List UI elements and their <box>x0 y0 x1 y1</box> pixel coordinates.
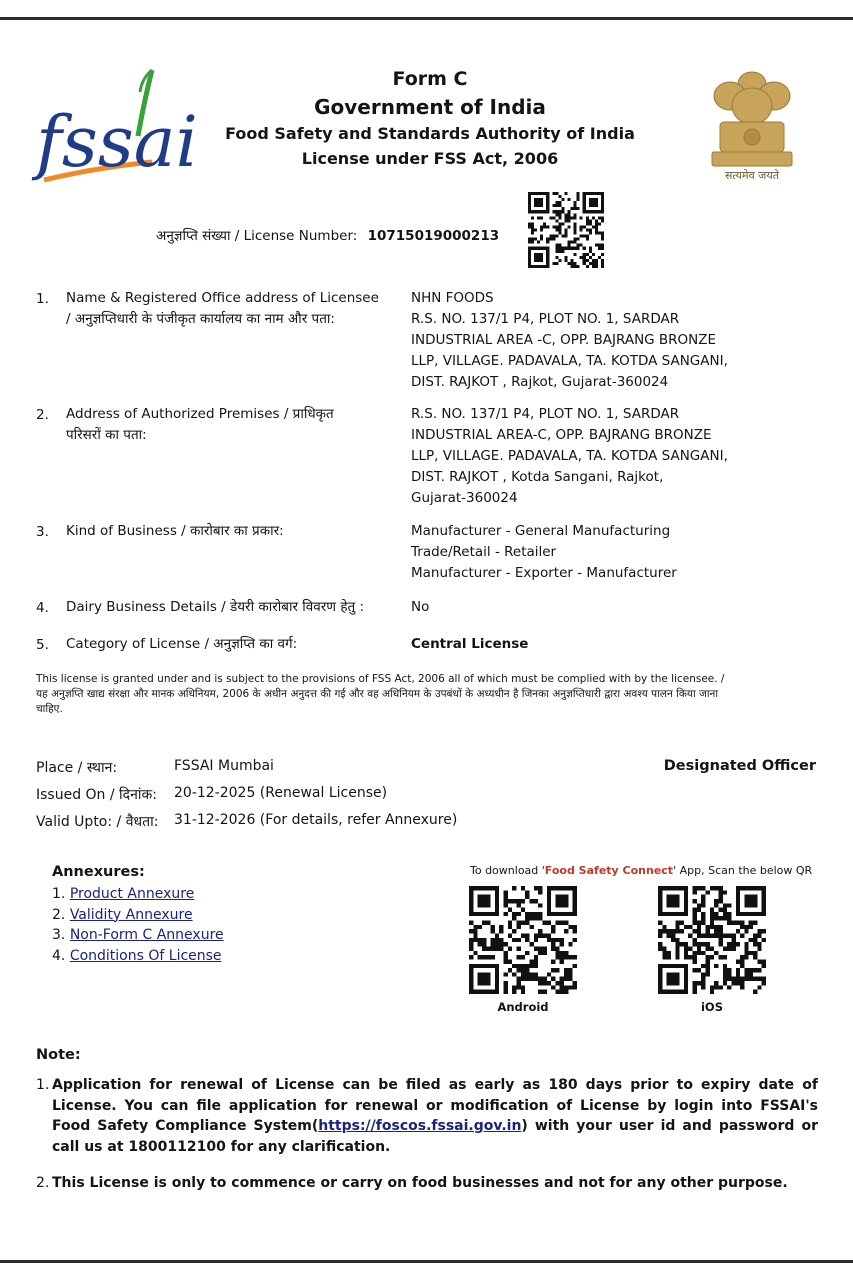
value-line: Trade/Retail - Retailer <box>411 544 557 560</box>
valid-value: 31-12-2026 (For details, refer Annexure) <box>174 812 458 828</box>
emblem-motto: सत्यमेव जयते <box>724 169 779 182</box>
android-qr-code[interactable] <box>469 886 577 994</box>
annexure-number: 1. <box>52 886 66 902</box>
download-prefix: To download ' <box>470 864 545 877</box>
ios-qr-code[interactable] <box>658 886 766 994</box>
bottom-border <box>0 1260 853 1263</box>
foscos-link[interactable]: https://foscos.fssai.gov.in <box>318 1118 522 1134</box>
svg-text:fssai: fssai <box>36 101 198 183</box>
list-item <box>52 946 224 967</box>
license-qr-code <box>528 192 604 268</box>
place-label: Place / स्थान: <box>36 760 118 776</box>
list-item <box>52 905 224 926</box>
form-title: Form C <box>392 68 468 90</box>
value-line: NHN FOODS <box>411 290 494 306</box>
national-emblem <box>690 62 814 188</box>
note-renewal <box>36 1075 818 1157</box>
value-line: R.S. NO. 137/1 P4, PLOT NO. 1, SARDAR <box>411 311 680 327</box>
note-text <box>52 1075 818 1157</box>
list-item <box>52 925 224 946</box>
note-number: 2. <box>36 1175 50 1191</box>
android-label: Android <box>497 1000 549 1014</box>
grant-statement: This license is granted under and is subject to the provisions of FSS Act, 2006 all of which must be complied with by the licensee. / यह अनुज्ञप्ति खाद्य संरक्षा और मानक अधिनियम, 2006 के अधीन अनुदत्त की गई और वह अधिनियम के उपबंधों के अध्यधीन है जिनका अनुज्ञप्तिधारी द्वारा अवश्य पालन किया जाना चाहिए. <box>36 673 725 715</box>
list-item <box>52 884 224 905</box>
annexure-number: 3. <box>52 927 66 943</box>
value-line: Gujarat-360024 <box>411 490 518 506</box>
item-value <box>411 597 771 618</box>
annexure-number: 2. <box>52 906 66 923</box>
note-purpose <box>36 1173 818 1194</box>
item-label: Address of Authorized Premises / प्राधिकृत परिसरों का पता: <box>66 406 334 443</box>
note-title: Note: <box>36 1047 81 1063</box>
item-value <box>411 521 771 584</box>
top-border <box>0 17 853 20</box>
license-number-value: 10715019000213 <box>367 228 500 244</box>
value-line: R.S. NO. 137/1 P4, PLOT NO. 1, SARDAR <box>411 406 680 422</box>
value-line: DIST. RAJKOT , Rajkot, Gujarat-360024 <box>411 374 669 390</box>
value-line: DIST. RAJKOT , Kotda Sangani, Rajkot, <box>411 469 664 485</box>
note-text-part: Application for renewal of License can be filed as early as 180 days prior to expiry date of License. You can file application for renewal or modification of License by login into FSSAI's Food Safety Compliance System( <box>52 1077 818 1134</box>
designated-officer: Designated Officer <box>663 758 816 774</box>
annexure-number: 4. <box>52 947 66 964</box>
authority-title: Food Safety and Standards Authority of India <box>225 124 635 143</box>
app-brand-name: Food Safety Connect <box>544 864 674 877</box>
act-title: License under FSS Act, 2006 <box>301 149 559 168</box>
document-header <box>200 66 660 171</box>
government-title: Government of India <box>314 95 546 119</box>
note-number: 1. <box>36 1077 50 1093</box>
value-line: Central License <box>411 636 529 652</box>
item-label: Category of License / अनुज्ञप्ति का वर्ग: <box>66 636 298 652</box>
item-number: 2. <box>36 407 49 423</box>
product-annexure-link[interactable]: Product Annexure <box>69 886 195 902</box>
value-line: No <box>411 599 430 615</box>
license-number-row <box>156 226 499 244</box>
license-number-label: अनुज्ञप्ति संख्या / License Number: <box>156 228 358 244</box>
download-suffix: ' App, Scan the below QR <box>673 864 813 877</box>
value-line: Manufacturer - Exporter - Manufacturer <box>411 565 677 581</box>
value-line: LLP, VILLAGE. PADAVALA, TA. KOTDA SANGANI, <box>411 353 728 369</box>
fssai-logo <box>34 62 198 188</box>
item-label: Dairy Business Details / डेयरी कारोबार विवरण हेतु : <box>66 599 365 615</box>
item-number: 3. <box>36 524 49 540</box>
item-label: Kind of Business / कारोबार का प्रकार: <box>66 523 284 539</box>
value-line: INDUSTRIAL AREA -C, OPP. BAJRANG BRONZE <box>411 332 717 348</box>
valid-label: Valid Upto: / वैधता: <box>36 814 159 830</box>
item-value <box>411 288 771 393</box>
issued-label: Issued On / दिनांक: <box>36 787 157 803</box>
item-value <box>411 404 771 509</box>
item-value <box>411 634 771 655</box>
app-download-text <box>470 864 812 877</box>
item-number: 4. <box>36 600 49 616</box>
item-label: Name & Registered Office address of Licensee / अनुज्ञप्तिधारी के पंजीकृत कार्यालय का नाम और पता: <box>66 290 379 327</box>
conditions-of-license-link[interactable]: Conditions Of License <box>69 947 222 964</box>
validity-annexure-link[interactable]: Validity Annexure <box>69 906 193 923</box>
annexure-list <box>52 884 224 966</box>
value-line: INDUSTRIAL AREA-C, OPP. BAJRANG BRONZE <box>411 427 712 443</box>
value-line: Manufacturer - General Manufacturing <box>411 523 671 539</box>
non-form-c-annexure-link[interactable]: Non-Form C Annexure <box>69 927 224 943</box>
item-number: 5. <box>36 637 49 653</box>
place-value: FSSAI Mumbai <box>174 758 274 774</box>
ios-label: iOS <box>700 1000 723 1014</box>
issued-value: 20-12-2025 (Renewal License) <box>174 785 388 801</box>
note-text-part: ) with your user id and password or call us at 1800112100 for any clarification. <box>52 1118 818 1155</box>
item-number: 1. <box>36 291 49 307</box>
note-text: This License is only to commence or carry on food businesses and not for any other purpose. <box>52 1175 788 1191</box>
value-line: LLP, VILLAGE. PADAVALA, TA. KOTDA SANGANI, <box>411 448 728 464</box>
annexures-title: Annexures: <box>52 864 145 880</box>
